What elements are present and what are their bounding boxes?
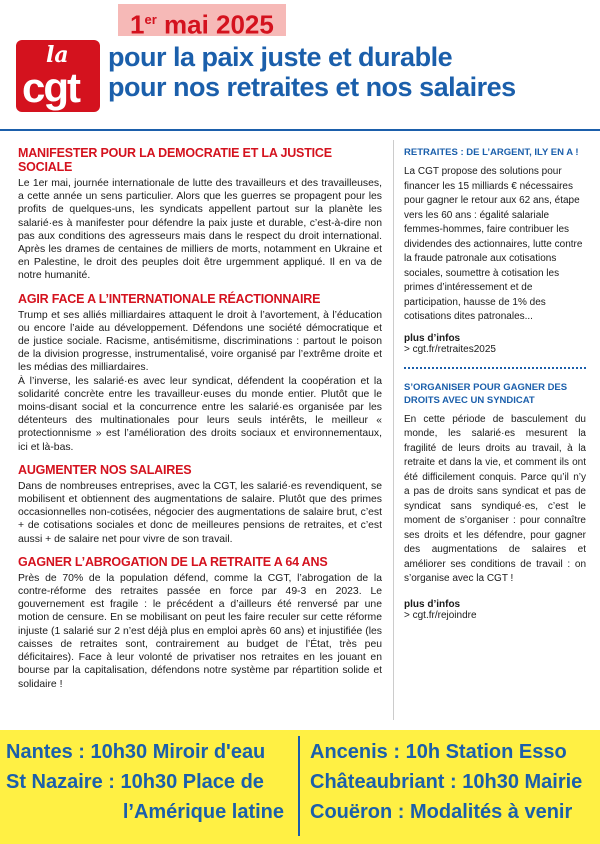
section-title-democratie: MANIFESTER POUR LA DEMOCRATIE ET LA JUSTICE SOCIALE (18, 146, 332, 174)
event-chateaubriant: Châteaubriant : 10h30 Mairie (310, 771, 583, 793)
date-rest: mai 2025 (156, 9, 274, 40)
sidebar-title-syndicat: S’ORGANISER POUR GAGNER DES DROITS AVEC UN SYNDICAT (404, 381, 568, 406)
event-nantes: Nantes : 10h30 Miroir d'eau (6, 741, 266, 763)
sidebar-box-syndicat (404, 381, 586, 621)
cgt-logo (16, 40, 100, 112)
events-footer (0, 730, 600, 844)
section-text-retraite: Près de 70% de la population défend, comme la CGT, l’abrogation de la contre-réforme des retraites passée en force par 49-3 en 2023. Le gouvernement est fragile : le précédent a d’ailleurs été renversé par une motion de censure. En se mobilisant on peut les faire reculer sur cette réforme injuste (1 salarié sur 2 n’est déjà plus en emploi après 60 ans) et injustifiée (les caisses de retraites sont, contrairement au budget de l’État, très peu déficitaires). Face à leur volonté de privatiser nos retraites en les jouant en bourse par la capitalisation, défendons notre système par répartition solide et solidaire ! (18, 572, 382, 690)
section-text-democratie: Le 1er mai, journée internationale de lutte des travailleurs et des travailleuses, a cette année un sens particulier. Alors que les guerres se propagent pour les profits de quelques-uns, les syndicats appellent partout sur la planète les salarié·es à manifester pour défendre la paix juste et durable, c’est-à-dire non pas aux conditions des agresseurs mais dans le respect du droit international. Après les drames de centaines de milliers de morts, notamment en Ukraine et en Palestine, le droit des peuples doit être urgemment appliqué. Il en va de notre humanité. (18, 178, 382, 282)
event-st-nazaire: St Nazaire : 10h30 Place de (6, 771, 264, 793)
date-day: 1 (130, 9, 145, 40)
date-sup: er (144, 12, 157, 27)
sidebar (404, 146, 586, 621)
infos-label-syndicat: plus d’infos (404, 598, 461, 610)
sidebar-text-retraites: La CGT propose des solutions pour financer les 15 milliards € nécessaires pour gagner le retour aux 62 ans, étape vers les 60 ans : égalité salariale femmes-hommes, faire contribuer les dividendes des actionnaires, lutte contre la fraude patronale aux cotisations sociales, soumettre à cotisation les primes d’intéressement et de participation, hausse de 1% des cotisations dites patronales... (404, 166, 583, 322)
date-tag (118, 4, 286, 40)
event-ancenis: Ancenis : 10h Station Esso (310, 741, 567, 763)
top-divider (0, 129, 600, 131)
section-text-internationale-2: À l’inverse, les salarié·es avec leur syndicat, défendent la coopération et la solidarité concrète entre les travailleur·euses du monde entier. Plutôt que le moins-disant social et la concurrence entre les salarié·es organisée par les détenteurs des multinationales pour leurs seuls intérêts, le meilleur « protectionnisme » est l’amélioration des droits sociaux et environnementaux, ici et là-bas. (18, 375, 382, 453)
sidebar-title-retraites: RETRAITES : DE L’ARGENT, ILY EN A ! (404, 147, 579, 158)
dotted-divider (404, 367, 586, 369)
infos-link-retraites[interactable]: > cgt.fr/retraites2025 (404, 343, 496, 355)
infos-label-retraites: plus d’infos (404, 332, 461, 344)
sidebar-box-retraites (404, 146, 586, 355)
column-divider (393, 140, 394, 720)
logo-cgt: cgt (22, 64, 79, 111)
section-title-salaires: AUGMENTER NOS SALAIRES (18, 462, 192, 477)
event-coueron: Couëron : Modalités à venir (310, 801, 573, 823)
infos-link-syndicat[interactable]: > cgt.fr/rejoindre (404, 609, 477, 621)
main-column (18, 146, 382, 700)
section-title-internationale: AGIR FACE A L’INTERNATIONALE RÉACTIONNAIRE (18, 291, 321, 306)
logo-la: la (46, 42, 69, 68)
sidebar-text-syndicat: En cette période de basculement du monde, les salarié·es mesurent la fragilité de leurs droits au travail, à la retraite et dans la vie, et comment ils ont été difficilement conquis. Parce qu’il n’y a pas de droits sans syndicat et pas de syndicat sans syndiqué·es, c’est le moment de s’organiser : pour connaître ses droits et les défendre, pour gagner des augmentations de salaires et améliorer ses conditions de travail : on s’organise avec la CGT ! (404, 413, 586, 584)
section-text-salaires: Dans de nombreuses entreprises, avec la CGT, les salarié·es revendiquent, se mobilisent et obtiennent des augmentations de salaire. Plutôt que des primes occasionnelles non-cotisées, négocier des augmentations de salaire brut, c’est + de cotisations sociales et donc de meilleures pensions de retraites, et c’est aussi + de salaire net pour vivre de son travail. (18, 480, 382, 545)
headline-line2: pour nos retraites et nos salaires (108, 72, 516, 102)
section-title-retraite: GAGNER L’ABROGATION DE LA RETRAITE A 64 ANS (18, 554, 328, 569)
event-st-nazaire-cont: l’Amérique latine (122, 801, 284, 823)
headline-line1: pour la paix juste et durable (108, 42, 453, 72)
section-text-internationale: Trump et ses alliés milliardaires attaquent le droit à l’avortement, à l’éducation ou encore l’aide au développement. Défendons une société démocratique et de justice sociale. Racisme, antisémitisme, discriminations : partout le poison de la division progresse, instrumentalisé, voire organisé par l’extrême droite et les médias des milliardaires. (18, 309, 382, 374)
footer-divider (298, 736, 300, 836)
headline (108, 42, 516, 102)
